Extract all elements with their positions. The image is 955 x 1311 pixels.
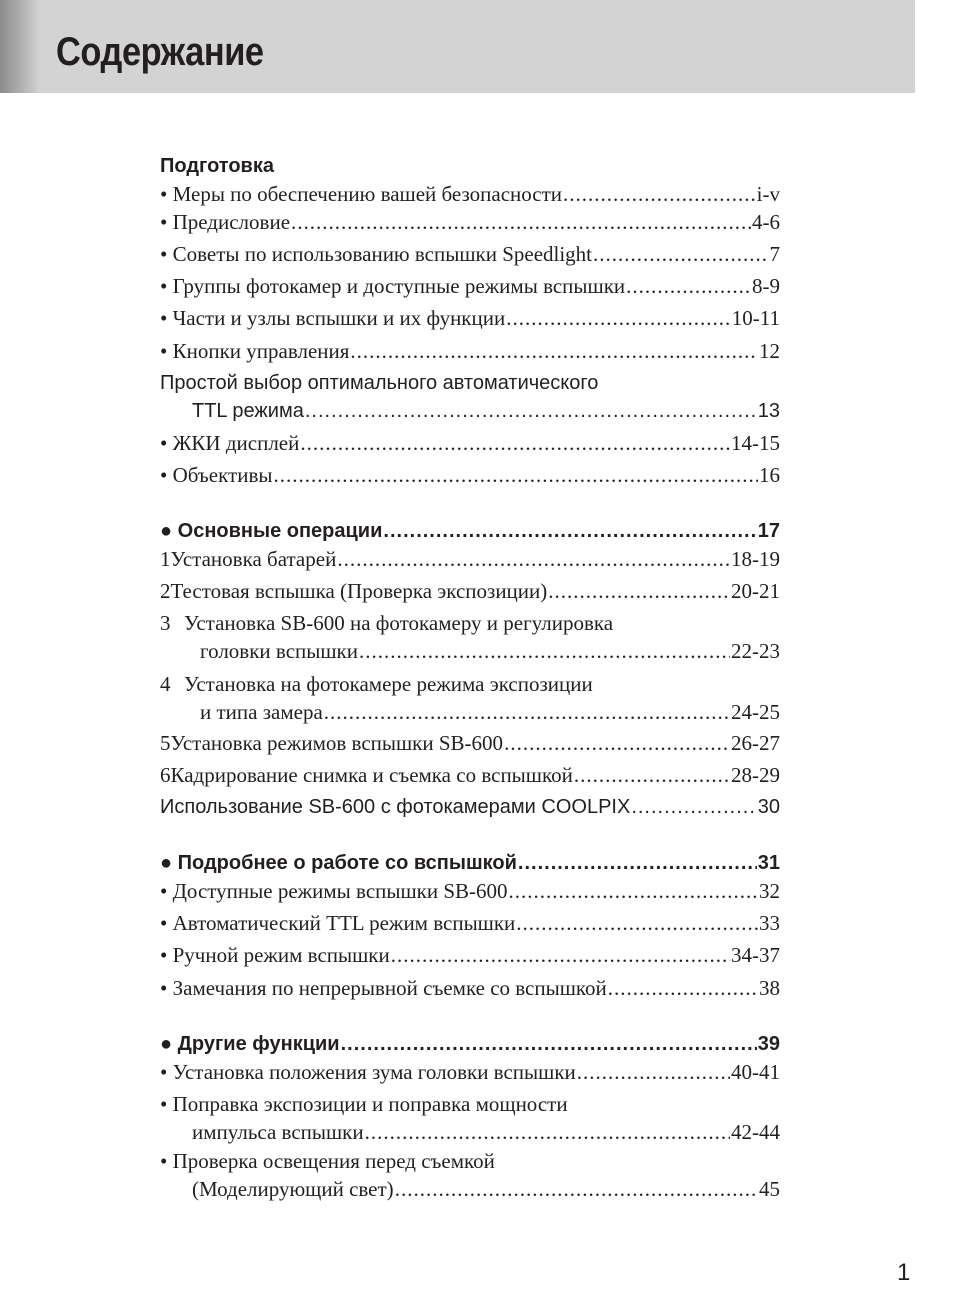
toc-entry-page: 30 <box>757 796 780 818</box>
toc-entry[interactable] <box>160 430 780 456</box>
toc-entry[interactable] <box>160 398 780 424</box>
toc-entry[interactable] <box>160 181 780 207</box>
toc-entry-text: • Советы по использованию вспышки Speedlight <box>160 242 593 266</box>
toc-entry-text: • Установка положения зума головки вспышки <box>160 1060 576 1084</box>
section-heading-page: 31 <box>757 852 780 874</box>
toc-entry-page: 20-21 <box>731 579 780 603</box>
toc-entry-text: • Меры по обеспечению вашей безопасности <box>160 182 563 206</box>
toc-entry-page: 13 <box>757 400 780 422</box>
dot-leader <box>291 209 751 235</box>
toc-entry-number: 5 <box>160 731 171 755</box>
toc-entry-line1 <box>160 610 613 636</box>
toc-entry-line1-text: Установка SB-600 на фотокамеру и регулировка <box>184 611 614 635</box>
dot-leader <box>506 305 731 331</box>
section-heading-basic[interactable] <box>160 518 780 544</box>
toc-entry-line1: • Проверка освещения перед съемкой <box>160 1149 495 1173</box>
dot-leader <box>391 942 730 968</box>
toc-entry[interactable] <box>160 578 780 604</box>
toc-entry-text: импульса вспышки <box>192 1120 364 1144</box>
dot-leader <box>383 518 756 544</box>
dot-leader <box>337 546 730 572</box>
toc-entry-number: 2 <box>160 579 171 603</box>
toc-entry[interactable] <box>160 699 780 725</box>
toc-entry[interactable] <box>160 730 780 756</box>
dot-leader <box>350 338 758 364</box>
dot-leader <box>324 699 730 725</box>
toc-entry-text: Тестовая вспышка (Проверка экспозиции) <box>170 579 548 603</box>
toc-entry-text: • Ручной режим вспышки <box>160 943 390 967</box>
toc-entry-page: 28-29 <box>731 763 780 787</box>
section-heading-page: 17 <box>757 520 780 542</box>
toc-entry[interactable] <box>160 546 780 572</box>
toc-entry-line1: • Поправка экспозиции и поправка мощности <box>160 1092 568 1116</box>
toc-entry[interactable] <box>160 878 780 904</box>
header-edge-gradient <box>0 0 38 93</box>
toc-entry[interactable] <box>160 942 780 968</box>
dot-leader <box>365 1119 730 1145</box>
toc-entry-page: 42-44 <box>731 1120 780 1144</box>
toc-entry-line1-text: Установка на фотокамере режима экспозиции <box>184 672 593 696</box>
toc-entry-text: • ЖКИ дисплей <box>160 431 300 455</box>
toc-entry-text: • Объективы <box>160 463 273 487</box>
dot-leader <box>563 181 756 207</box>
toc-entry[interactable] <box>160 305 780 331</box>
toc-entry-page: 33 <box>759 911 780 935</box>
toc-entry-number: 1 <box>160 547 171 571</box>
section-heading-other[interactable] <box>160 1031 780 1057</box>
toc-entry-page: 38 <box>759 976 780 1000</box>
toc-entry-text: • Группы фотокамер и доступные режимы вспышки <box>160 274 626 298</box>
toc-entry-text: Установка батарей <box>170 547 337 571</box>
toc-entry-text: • Замечания по непрерывной съемке со вспышкой <box>160 976 607 1000</box>
dot-leader <box>626 273 751 299</box>
toc-entry[interactable] <box>160 462 780 488</box>
dot-leader <box>504 730 730 756</box>
toc-entry-text: Установка режимов вспышки SB-600 <box>170 731 504 755</box>
toc-entry-text: TTL режима <box>192 400 304 422</box>
toc-entry-page: 4-6 <box>752 210 780 234</box>
toc-entry-line1: Простой выбор оптимального автоматического <box>160 372 599 394</box>
toc-entry[interactable] <box>160 975 780 1001</box>
toc-entry-page: 26-27 <box>731 731 780 755</box>
section-heading-detail[interactable] <box>160 850 780 876</box>
toc-entry-text: • Предисловие <box>160 210 291 234</box>
toc-entry[interactable] <box>160 910 780 936</box>
toc-entry-text: • Доступные режимы вспышки SB-600 <box>160 879 508 903</box>
toc-entry[interactable] <box>160 794 780 820</box>
toc-entry[interactable] <box>160 1119 780 1145</box>
toc-entry-number: 4 <box>160 672 171 696</box>
toc-entry[interactable] <box>160 273 780 299</box>
toc-entry[interactable] <box>160 1059 780 1085</box>
toc-entry-text: • Автоматический TTL режим вспышки <box>160 911 516 935</box>
dot-leader <box>593 241 768 267</box>
toc-entry-text: и типа замера <box>200 700 323 724</box>
dot-leader <box>574 762 730 788</box>
toc-entry-page: 7 <box>769 242 780 266</box>
toc-entry[interactable] <box>160 762 780 788</box>
dot-leader <box>395 1176 758 1202</box>
toc-entry-line1 <box>160 671 593 697</box>
toc-entry-page: 12 <box>759 339 780 363</box>
toc-entry-page: 10-11 <box>731 306 780 330</box>
toc-entry-text: • Кнопки управления <box>160 339 350 363</box>
toc-entry-text: Кадрирование снимка и съемка со вспышкой <box>170 763 573 787</box>
toc-entry-number: 6 <box>160 763 171 787</box>
dot-leader <box>518 850 757 876</box>
toc-entry-text: (Моделирующий свет) <box>192 1177 394 1201</box>
section-heading-text: ● Другие функции <box>160 1033 340 1055</box>
toc-entry[interactable] <box>160 241 780 267</box>
dot-leader <box>548 578 730 604</box>
dot-leader <box>273 462 758 488</box>
toc-entry[interactable] <box>160 338 780 364</box>
toc-entry-page: 32 <box>759 879 780 903</box>
toc-entry-page: 16 <box>759 463 780 487</box>
section-heading-text: ● Основные операции <box>160 520 383 542</box>
toc-entry-page: 24-25 <box>731 700 780 724</box>
dot-leader <box>509 878 758 904</box>
page-number: 1 <box>897 1259 911 1286</box>
toc-entry-page: i-v <box>756 182 780 206</box>
toc-entry-page: 8-9 <box>752 274 780 298</box>
dot-leader <box>577 1059 730 1085</box>
toc-entry-number: 3 <box>160 611 171 635</box>
toc-entry-page: 34-37 <box>731 943 780 967</box>
toc-entry[interactable] <box>160 1176 780 1202</box>
toc-entry-page: 18-19 <box>731 547 780 571</box>
toc-entry[interactable] <box>160 209 780 235</box>
toc-entry-page: 14-15 <box>731 431 780 455</box>
toc-entry-text: Использование SB-600 с фотокамерами COOLPIX <box>160 796 631 818</box>
toc-entry-text: • Части и узлы вспышки и их функции <box>160 306 506 330</box>
page-title: Содержание <box>56 30 264 74</box>
section-heading-text: ● Подробнее о работе со вспышкой <box>160 852 517 874</box>
dot-leader <box>631 794 756 820</box>
dot-leader <box>300 430 730 456</box>
toc-entry[interactable] <box>160 638 780 664</box>
toc-entry-page: 40-41 <box>731 1060 780 1084</box>
section-heading-page: 39 <box>757 1033 780 1055</box>
toc-entry-text: головки вспышки <box>200 639 358 663</box>
toc-entry-page: 45 <box>759 1177 780 1201</box>
section-heading-prep: Подготовка <box>160 155 274 177</box>
dot-leader <box>341 1031 757 1057</box>
dot-leader <box>608 975 758 1001</box>
dot-leader <box>305 398 757 424</box>
dot-leader <box>516 910 758 936</box>
toc-entry-page: 22-23 <box>731 639 780 663</box>
dot-leader <box>359 638 730 664</box>
